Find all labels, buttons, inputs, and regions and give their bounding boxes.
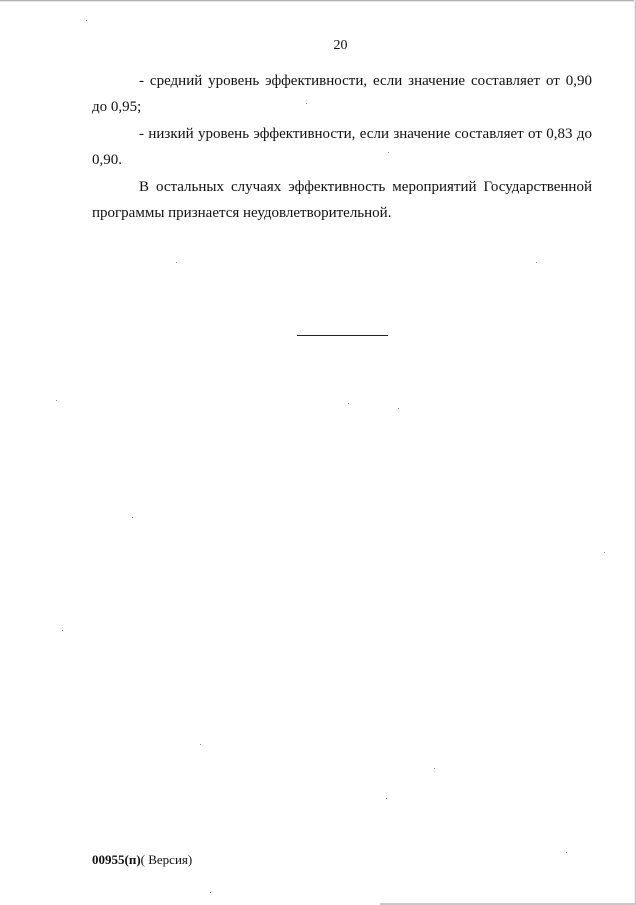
scan-speck [604, 552, 605, 553]
scan-speck [398, 408, 399, 409]
end-of-text-rule [297, 335, 388, 336]
scan-speck [388, 152, 389, 153]
scan-speck [434, 768, 435, 769]
scan-speck [56, 400, 57, 401]
body-text [92, 68, 592, 227]
scan-speck [536, 262, 537, 263]
scan-speck [306, 103, 307, 104]
scan-speck [62, 630, 63, 631]
scan-speck [176, 262, 177, 263]
paragraph-unsatisfactory: В остальных случаях эффективность мероприятий Государственной программы признается неудовлетворительной. [92, 179, 592, 221]
scan-speck [566, 852, 567, 853]
scan-speck [132, 517, 133, 518]
scan-speck [210, 892, 211, 893]
page-number: 20 [333, 38, 348, 53]
scan-speck [200, 744, 201, 745]
scan-edge-top [0, 0, 636, 2]
scan-speck [86, 20, 87, 21]
paragraph-low-efficiency: - низкий уровень эффективности, если значение составляет от 0,83 до 0,90. [92, 126, 592, 168]
footer-version-label: ( Версия) [140, 852, 193, 867]
scan-speck [386, 798, 387, 799]
document-footer [92, 852, 192, 868]
paragraph-medium-efficiency: - средний уровень эффективности, если значение составляет от 0,90 до 0,95; [92, 73, 592, 115]
footer-document-code: 00955(п) [92, 852, 141, 867]
scan-speck [348, 403, 349, 404]
